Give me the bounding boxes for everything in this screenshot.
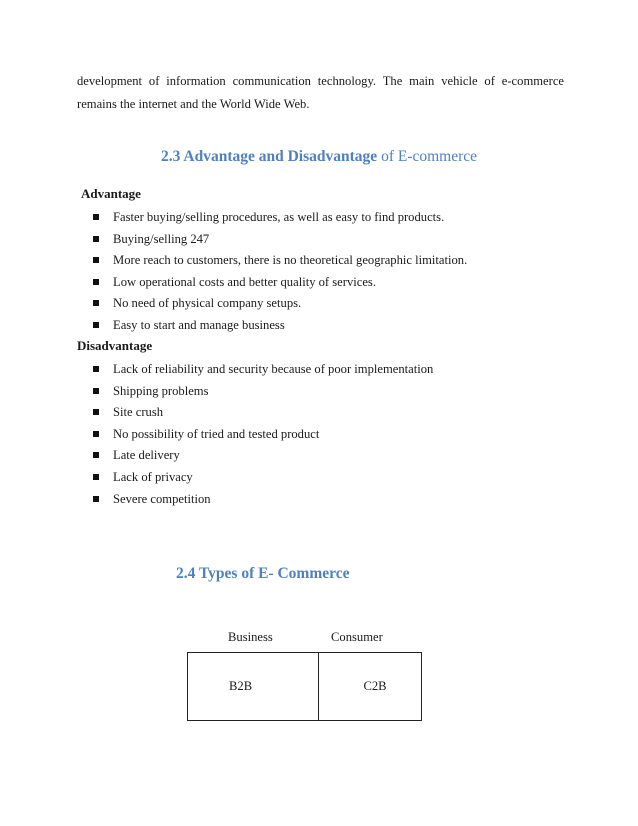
intro-paragraph: development of information communication technology. The main vehicle of e-commerce remains the internet and the World Wide Web. [77, 74, 564, 111]
list-item-text: Faster buying/selling procedures, as well as easy to find products. [113, 210, 445, 224]
advantage-heading: Advantage [81, 186, 141, 201]
section-2-3-title-tail: of E-commerce [381, 148, 478, 165]
list-item-text: Shipping problems [113, 383, 209, 398]
list-item [0, 402, 433, 424]
list-item-text: Late delivery [113, 448, 180, 463]
square-bullet-icon [93, 474, 99, 480]
square-bullet-icon [93, 388, 99, 394]
square-bullet-icon [93, 279, 99, 285]
square-bullet-icon [93, 452, 99, 458]
disadvantage-heading: Disadvantage [77, 338, 153, 353]
section-2-3-title: 2.3 Advantage and Disadvantage [161, 148, 378, 165]
column-label-business: Business [228, 630, 273, 644]
disadvantage-list [0, 359, 433, 510]
square-bullet-icon [93, 236, 99, 242]
list-item-text: Buying/selling 247 [113, 231, 210, 246]
list-item-text: No possibility of tried and tested product [113, 426, 320, 441]
table-cell-b2b: B2B [188, 653, 319, 721]
list-item [0, 272, 467, 294]
square-bullet-icon [93, 322, 99, 328]
list-item [0, 381, 433, 403]
list-item-text: Severe competition [113, 491, 211, 506]
column-label-consumer: Consumer [331, 630, 383, 644]
list-item [0, 207, 467, 229]
section-2-3-heading [161, 148, 477, 166]
ecommerce-types-table [187, 652, 422, 721]
list-item-text: Easy to start and manage business [113, 317, 285, 332]
list-item-text: Lack of privacy [113, 469, 193, 484]
square-bullet-icon [93, 214, 99, 220]
list-item [0, 229, 467, 251]
list-item-text: Low operational costs and better quality of services. [113, 274, 376, 289]
square-bullet-icon [93, 257, 99, 263]
square-bullet-icon [93, 496, 99, 502]
list-item-text: More reach to customers, there is no theoretical geographic limitation. [113, 253, 468, 268]
list-item [0, 445, 433, 467]
list-item [0, 467, 433, 489]
list-item [0, 315, 467, 337]
table-row [188, 653, 422, 721]
list-item [0, 424, 433, 446]
table-cell-c2b: C2B [319, 653, 422, 721]
square-bullet-icon [93, 366, 99, 372]
square-bullet-icon [93, 431, 99, 437]
square-bullet-icon [93, 300, 99, 306]
list-item-text: Lack of reliability and security because of poor implementation [113, 362, 434, 376]
advantage-list [0, 207, 467, 337]
section-2-4-heading: 2.4 Types of E- Commerce [176, 565, 350, 582]
list-item [0, 293, 467, 315]
square-bullet-icon [93, 409, 99, 415]
list-item-text: Site crush [113, 405, 164, 420]
list-item [0, 250, 467, 272]
list-item [0, 359, 433, 381]
list-item-text: No need of physical company setups. [113, 296, 302, 311]
list-item [0, 489, 433, 511]
